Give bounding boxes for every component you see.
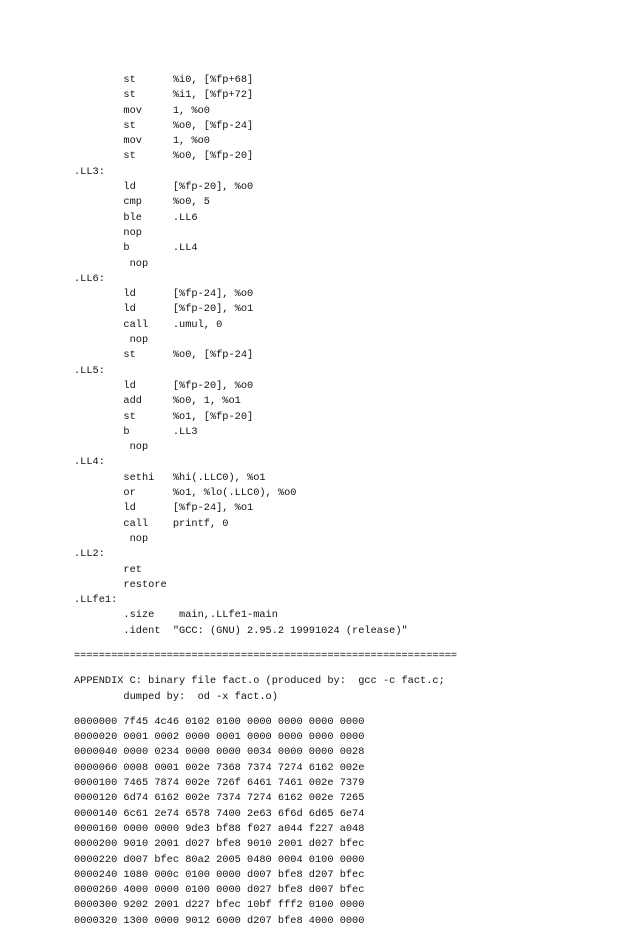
hex-dump-line: 0000200 9010 2001 d027 bfe8 9010 2001 d027 bfec	[74, 838, 365, 851]
code-line: .LL5:	[74, 364, 105, 377]
code-line: nop	[74, 441, 149, 454]
code-line: ld [%fp-20], %o1	[74, 303, 254, 316]
code-line: call .umul, 0	[74, 318, 223, 331]
hex-dump-line: 0000100 7465 7874 002e 726f 6461 7461 002e 7379	[74, 777, 365, 790]
code-line: nop	[74, 334, 149, 347]
hex-dump-line: 0000300 9202 2001 d227 bfec 10bf fff2 0100 0000	[74, 899, 365, 912]
hex-dump-line: 0000060 0008 0001 002e 7368 7374 7274 6162 002e	[74, 761, 365, 774]
appendix-subtitle: dumped by: od -x fact.o)	[74, 690, 278, 703]
hex-dump-line: 0000160 0000 0000 9de3 bf88 f027 a044 f227 a048	[74, 822, 365, 835]
code-line: st %i1, [%fp+72]	[74, 89, 254, 102]
code-line: .LL4:	[74, 456, 105, 469]
code-line: call printf, 0	[74, 517, 229, 530]
code-line: b .LL3	[74, 425, 198, 438]
code-line: st %o0, [%fp-24]	[74, 349, 254, 362]
hex-dump-line: 0000260 4000 0000 0100 0000 d027 bfe8 d007 bfec	[74, 884, 365, 897]
code-line: nop	[74, 257, 149, 270]
code-line: ld [%fp-20], %o0	[74, 379, 254, 392]
code-line: st %o0, [%fp-20]	[74, 150, 254, 163]
code-line: ble .LL6	[74, 211, 198, 224]
code-line: b .LL4	[74, 242, 198, 255]
code-line: mov 1, %o0	[74, 104, 210, 117]
code-line: st %o0, [%fp-24]	[74, 119, 254, 132]
hex-dump-line: 0000240 1080 000c 0100 0000 d007 bfe8 d207 bfec	[74, 868, 365, 881]
code-line: nop	[74, 532, 149, 545]
code-line: mov 1, %o0	[74, 135, 210, 148]
code-line: cmp %o0, 5	[74, 196, 210, 209]
code-line: ld [%fp-24], %o1	[74, 502, 254, 515]
hex-dump-line: 0000140 6c61 2e74 6578 7400 2e63 6f6d 6d65 6e74	[74, 807, 365, 820]
code-line: sethi %hi(.LLC0), %o1	[74, 471, 266, 484]
code-line: restore	[74, 578, 167, 591]
code-line: .LL3:	[74, 165, 105, 178]
code-line: st %o1, [%fp-20]	[74, 410, 254, 423]
hex-dump-line: 0000120 6d74 6162 002e 7374 7274 6162 002e 7265	[74, 792, 365, 805]
code-line: st %i0, [%fp+68]	[74, 74, 254, 86]
appendix-title: APPENDIX C: binary file fact.o (produced by: gcc -c fact.c;	[74, 675, 445, 688]
appendix-heading	[74, 674, 638, 705]
code-line: or %o1, %lo(.LLC0), %o0	[74, 487, 297, 500]
hex-dump-line: 0000220 d007 bfec 80a2 2005 0480 0004 0100 0000	[74, 853, 365, 866]
separator-line: ==============================================================	[74, 649, 458, 662]
code-line: .ident "GCC: (GNU) 2.95.2 19991024 (release)"	[74, 624, 408, 637]
hex-dump	[74, 715, 638, 929]
hex-dump-line: 0000320 1300 0000 9012 6000 d207 bfe8 4000 0000	[74, 914, 365, 927]
code-line: .LL2:	[74, 548, 105, 561]
hex-dump-line: 0000020 0001 0002 0000 0001 0000 0000 0000 0000	[74, 731, 365, 744]
code-line: ld [%fp-24], %o0	[74, 288, 254, 301]
code-line: .size main,.LLfe1-main	[74, 609, 278, 622]
code-line: add %o0, 1, %o1	[74, 395, 241, 408]
code-line: ld [%fp-20], %o0	[74, 181, 254, 194]
code-line: nop	[74, 226, 142, 239]
hex-dump-line: 0000000 7f45 4c46 0102 0100 0000 0000 0000 0000	[74, 715, 365, 728]
code-line: .LLfe1:	[74, 594, 118, 607]
hex-dump-line: 0000040 0000 0234 0000 0000 0034 0000 0000 0028	[74, 746, 365, 759]
code-line: ret	[74, 563, 142, 576]
code-line: .LL6:	[74, 272, 105, 285]
assembly-listing	[74, 73, 638, 639]
